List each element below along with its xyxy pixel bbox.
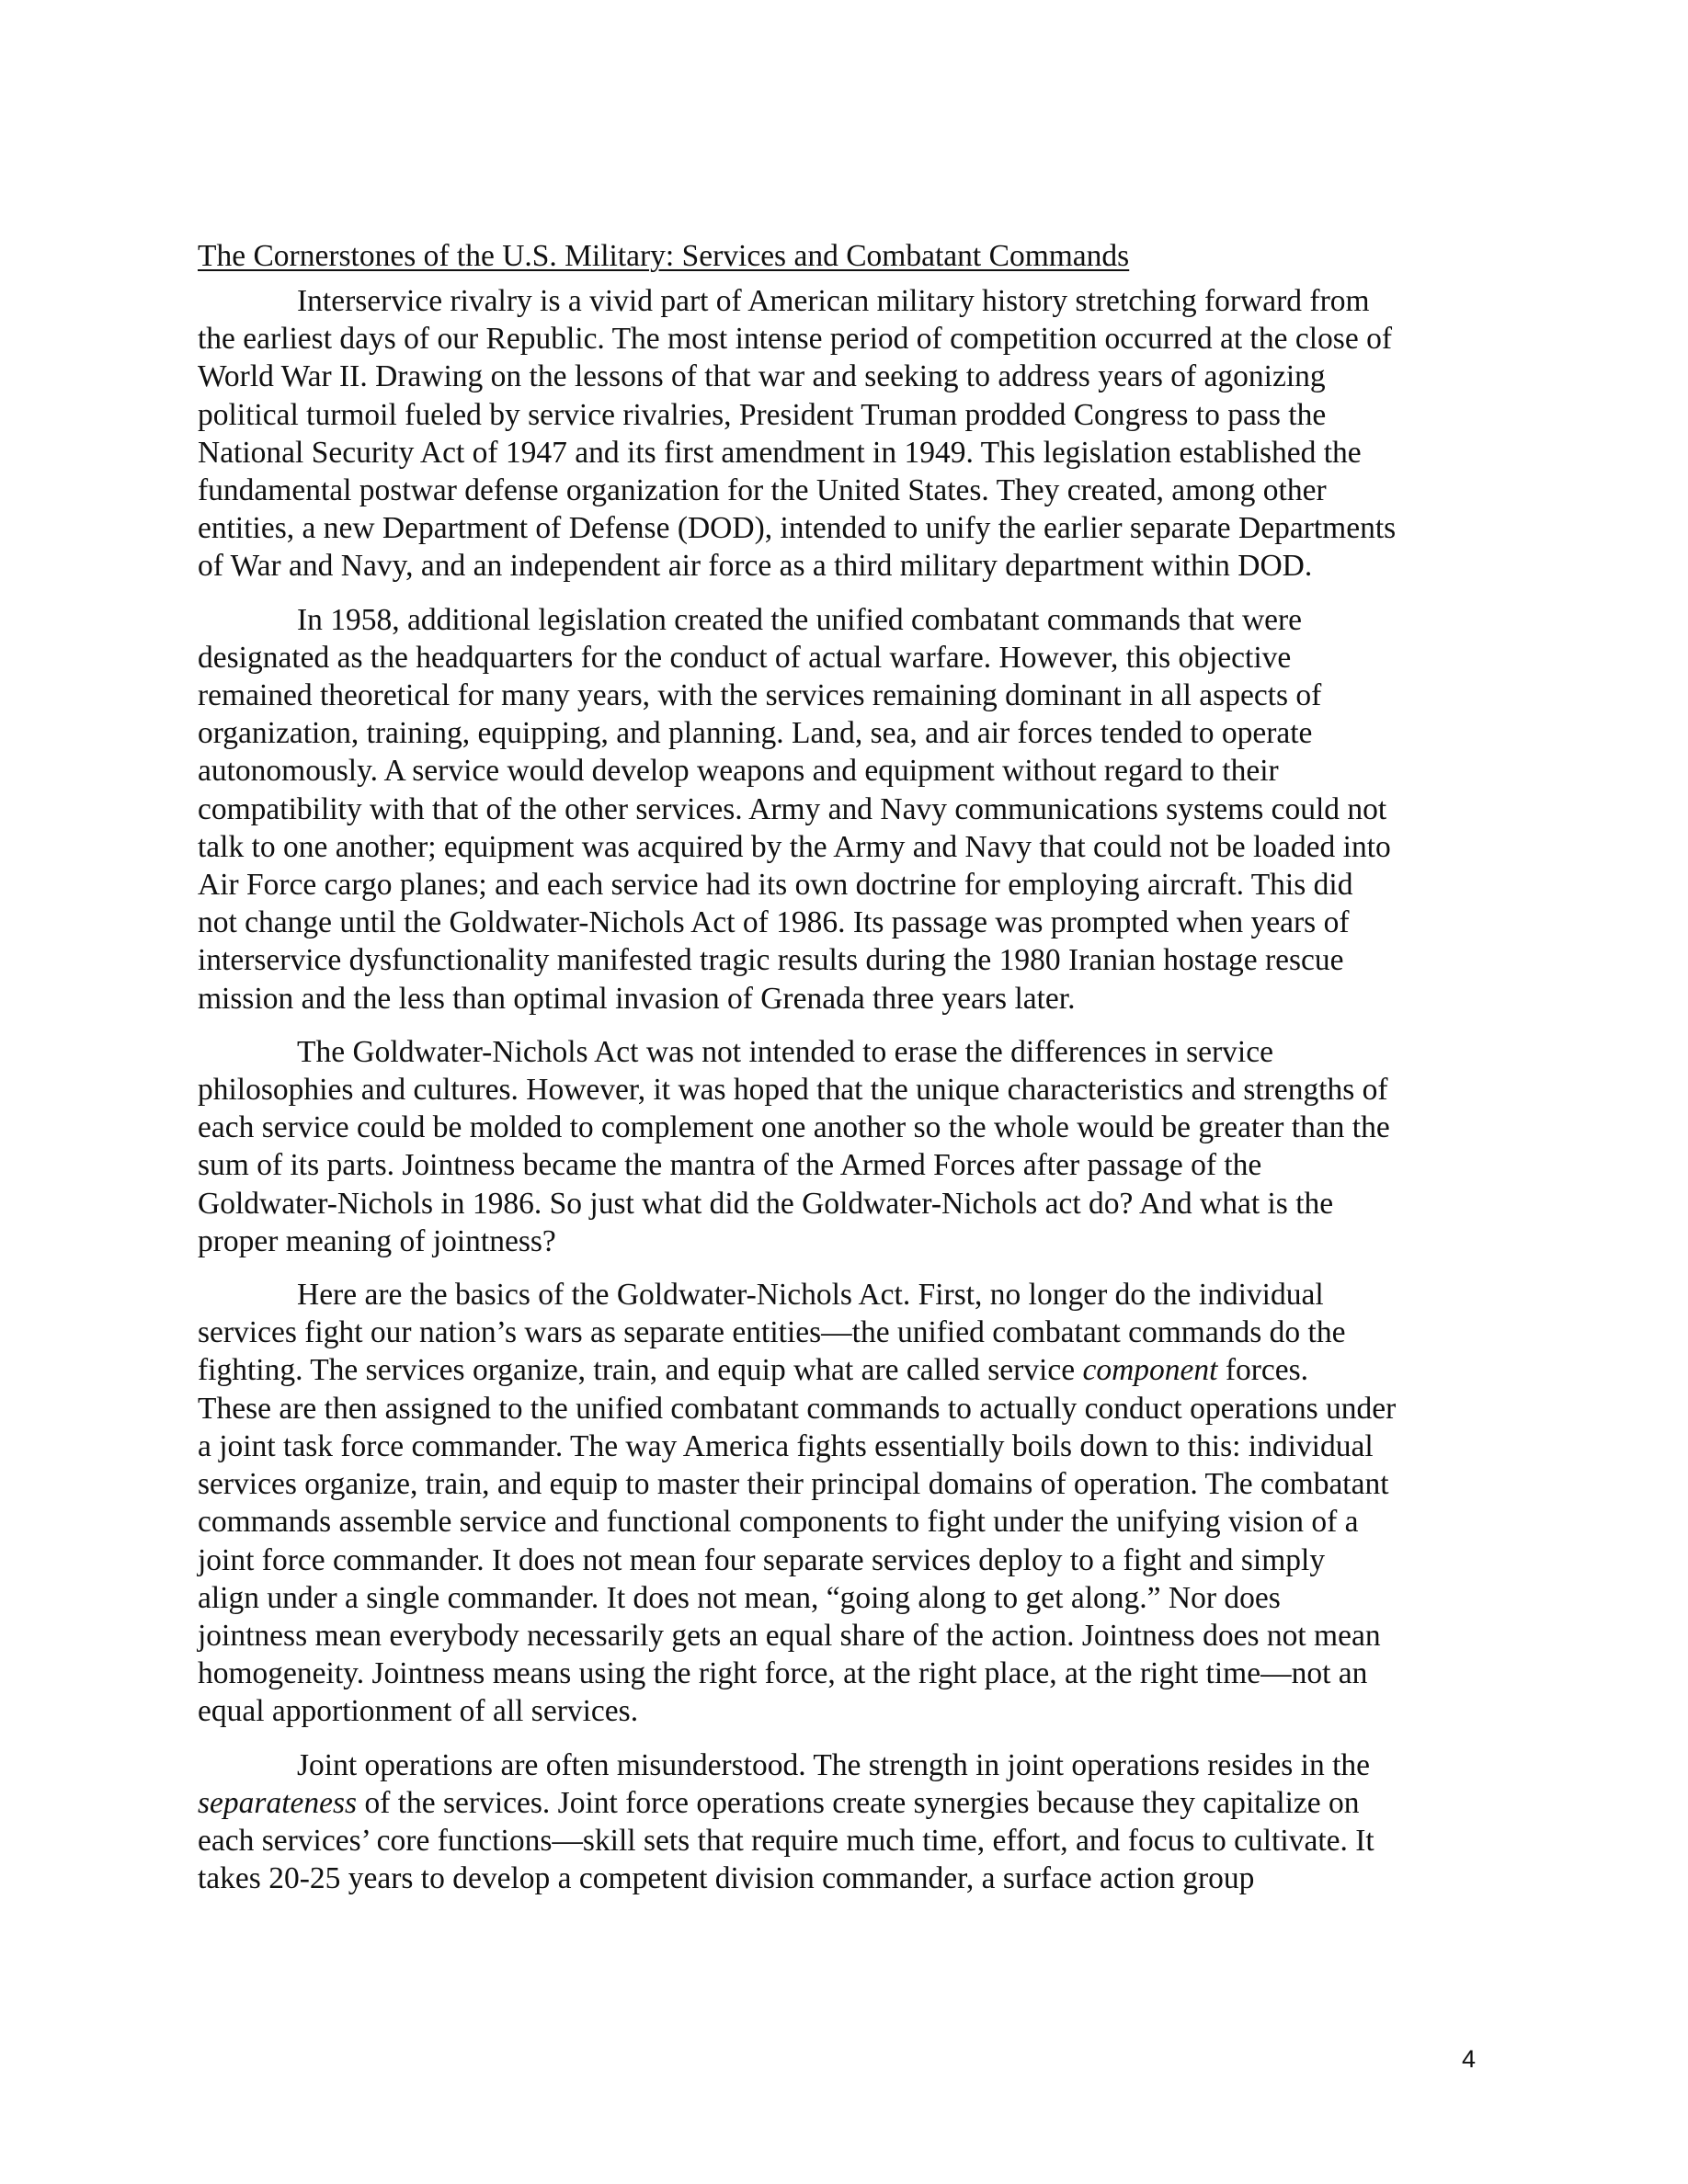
text-line: designated as the headquarters for the conduct of actual warfare. However, this objective xyxy=(198,640,1292,675)
text-line-mixed xyxy=(198,1784,1485,1822)
text-line: These are then assigned to the unified combatant commands to actually conduct operations under xyxy=(198,1391,1397,1426)
text-line: autonomously. A service would develop weapons and equipment without regard to their xyxy=(198,754,1279,789)
document-page xyxy=(198,237,1485,1913)
paragraph-5 xyxy=(198,1746,1485,1898)
paragraph-2 xyxy=(198,601,1485,1018)
text-run: fighting. The services organize, train, and equip what are called service xyxy=(198,1353,1083,1388)
section-title: The Cornerstones of the U.S. Military: Services and Combatant Commands xyxy=(198,239,1130,273)
text-line: Here are the basics of the Goldwater-Nichols Act. First, no longer do the individual xyxy=(297,1278,1324,1313)
text-line: Joint operations are often misunderstood. The strength in joint operations resides in the xyxy=(297,1747,1371,1782)
text-line: organization, training, equipping, and planning. Land, sea, and air forces tended to operate xyxy=(198,716,1313,751)
text-line: homogeneity. Jointness means using the right force, at the right place, at the right time—not an xyxy=(198,1656,1368,1691)
text-line: Air Force cargo planes; and each service had its own doctrine for employing aircraft. This did xyxy=(198,868,1353,903)
text-line: mission and the less than optimal invasion of Grenada three years later. xyxy=(198,981,1076,1016)
text-line: philosophies and cultures. However, it was hoped that the unique characteristics and strengths of xyxy=(198,1073,1388,1108)
text-run: of the services. Joint force operations create synergies because they capitalize on xyxy=(357,1785,1360,1820)
text-line: takes 20-25 years to develop a competent division commander, a surface action group xyxy=(198,1861,1255,1896)
text-line: proper meaning of jointness? xyxy=(198,1223,556,1258)
italic-term: separateness xyxy=(198,1785,358,1820)
paragraph-3 xyxy=(198,1033,1485,1260)
text-line: each service could be molded to complement one another so the whole would be greater than the xyxy=(198,1110,1390,1145)
text-line: jointness mean everybody necessarily gets an equal share of the action. Jointness does not mean xyxy=(198,1618,1381,1653)
paragraph-1 xyxy=(198,282,1485,586)
text-run: forces. xyxy=(1217,1353,1309,1388)
text-line: In 1958, additional legislation created the unified combatant commands that were xyxy=(297,602,1303,637)
page-number: 4 xyxy=(1462,2045,1477,2073)
paragraph-4 xyxy=(198,1276,1485,1730)
text-line: equal apportionment of all services. xyxy=(198,1694,639,1729)
text-line: political turmoil fueled by service rivalries, President Truman prodded Congress to pass the xyxy=(198,397,1327,432)
text-line: talk to one another; equipment was acquired by the Army and Navy that could not be loaded into xyxy=(198,829,1391,864)
text-line: entities, a new Department of Defense (DOD), intended to unify the earlier separate Departments xyxy=(198,511,1397,546)
text-line: remained theoretical for many years, with the services remaining dominant in all aspects of xyxy=(198,678,1322,713)
text-line: not change until the Goldwater-Nichols Act of 1986. Its passage was prompted when years of xyxy=(198,905,1350,940)
text-line: services organize, train, and equip to master their principal domains of operation. The combatant xyxy=(198,1467,1389,1502)
text-line: sum of its parts. Jointness became the mantra of the Armed Forces after passage of the xyxy=(198,1148,1262,1183)
text-line: The Goldwater-Nichols Act was not intended to erase the differences in service xyxy=(297,1034,1273,1069)
text-line-mixed xyxy=(198,1351,1485,1389)
text-line: services fight our nation’s wars as separate entities—the unified combatant commands do the xyxy=(198,1315,1346,1350)
text-line: Interservice rivalry is a vivid part of American military history stretching forward from xyxy=(297,284,1370,318)
text-line: the earliest days of our Republic. The most intense period of competition occurred at the close of xyxy=(198,322,1392,357)
text-line: each services’ core functions—skill sets that require much time, effort, and focus to cultivate. It xyxy=(198,1823,1374,1858)
text-line: fundamental postwar defense organization for the United States. They created, among other xyxy=(198,473,1327,508)
text-line: interservice dysfunctionality manifested tragic results during the 1980 Iranian hostage rescue xyxy=(198,943,1344,978)
text-line: compatibility with that of the other services. Army and Navy communications systems could not xyxy=(198,791,1387,826)
text-line: National Security Act of 1947 and its first amendment in 1949. This legislation established the xyxy=(198,435,1362,470)
text-line: align under a single commander. It does not mean, “going along to get along.” Nor does xyxy=(198,1580,1281,1615)
text-line: a joint task force commander. The way America fights essentially boils down to this: individual xyxy=(198,1428,1374,1463)
italic-term: component xyxy=(1082,1353,1218,1388)
text-line: joint force commander. It does not mean four separate services deploy to a fight and simply xyxy=(198,1542,1326,1577)
text-line: World War II. Drawing on the lessons of that war and seeking to address years of agonizing xyxy=(198,359,1326,394)
text-line: commands assemble service and functional components to fight under the unifying vision of a xyxy=(198,1505,1359,1540)
text-line: of War and Navy, and an independent air force as a third military department within DOD. xyxy=(198,549,1313,584)
text-line: Goldwater-Nichols in 1986. So just what did the Goldwater-Nichols act do? And what is the xyxy=(198,1186,1334,1221)
